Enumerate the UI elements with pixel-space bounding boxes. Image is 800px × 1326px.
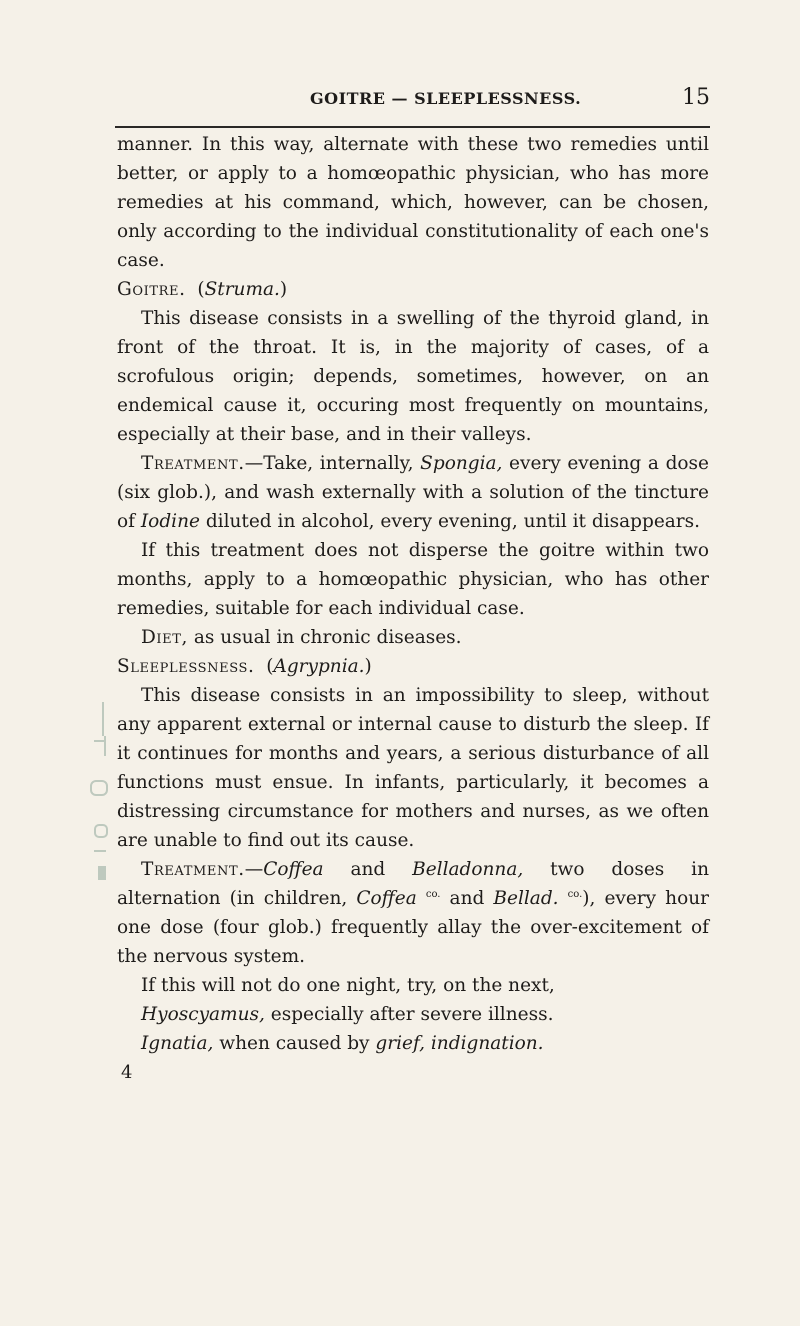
sleeplessness-description: This disease consists in an impossibility to sleep, without any apparent external or internal cause to disturb the sleep. If it continues for months and years, a serious disturbance of all functions must ensue. In infants, particularly, it becomes a distressing circumstance for mothers and nurses, as we often are unable to find out its cause. (117, 685, 709, 851)
sleeplessness-title: Sleeplessness. (117, 656, 255, 677)
page-header (115, 85, 710, 119)
page-number: 15 (682, 85, 710, 110)
sleeplessness-treatment (117, 855, 709, 971)
remedy-hyoscyamus: Hyoscyamus, (141, 1004, 265, 1025)
goitre-treatment-text-b: every evening a dose (six glob.), and wash externally with a solution of the tincture of (117, 453, 709, 532)
goitre-followup: If this treatment does not disperse the goitre within two months, apply to a homœopathic physician, who has other remedies, suitable for each individual case. (117, 540, 709, 619)
remedy-ignatia-line (117, 1029, 709, 1058)
remedy-ignatia: Ignatia, (141, 1033, 214, 1054)
signature-mark: 4 (121, 1062, 133, 1083)
running-head: GOITRE — SLEEPLESSNESS. (310, 89, 582, 108)
goitre-title: Goitre. (117, 279, 186, 300)
remedy-belladonna: Belladonna, (412, 859, 524, 880)
goitre-treatment-text-c: diluted in alcohol, every evening, until it disappears. (199, 511, 701, 532)
goitre-description: This disease consists in a swelling of the thyroid gland, in front of the throat. It is, in the majority of cases, of a scrofulous origin; depends, sometimes, however, on an endemical cause it, occuring most frequently on mountains, especially at their base, and in their valleys. (117, 308, 709, 445)
goitre-treatment (117, 449, 709, 536)
remedy-coffea-co: Coffea (356, 888, 417, 909)
goitre-treatment-label: Treatment. (141, 453, 245, 474)
ignatia-cause: grief, indignation. (375, 1033, 544, 1054)
treatment-text-2: ), every hour one dose (four glob.) frequently allay the over-excitement of the nervous system. (117, 888, 709, 967)
remedy-bellad-co: Bellad. (493, 888, 559, 909)
header-rule (115, 126, 710, 128)
remedy-iodine: Iodine (140, 511, 200, 532)
goitre-diet-label: Diet, (141, 627, 189, 648)
sup-co-2: co. (567, 888, 583, 900)
remedy-coffea: Coffea (263, 859, 324, 880)
sleeplessness-latin: Agrypnia. (273, 656, 365, 677)
goitre-heading: Goitre. (Struma.) (117, 279, 288, 300)
remedy-hyoscyamus-line (117, 1000, 709, 1029)
goitre-diet (117, 623, 709, 652)
treatment-dash: — (244, 859, 264, 880)
goitre-latin: Struma. (204, 279, 280, 300)
and-word-2: and (440, 888, 494, 909)
intro-paragraph: manner. In this way, alternate with these two remedies until better, or apply to a homœopathic physician, who has more remedies at his command, which, however, can be chosen, only according to the individual constitutionality of each one's case. (117, 134, 709, 271)
and-word: and (323, 859, 413, 880)
remedy-spongia: Spongia, (420, 453, 503, 474)
treatment-text: two doses in alternation (in children, (117, 859, 709, 909)
sleeplessness-treatment-label: Treatment. (141, 859, 245, 880)
sup-co-1: co. (425, 888, 441, 900)
binding-marks (80, 700, 116, 900)
goitre-treatment-text-a: —Take, internally, (244, 453, 421, 474)
sleeplessness-heading: Sleeplessness. (Agrypnia.) (117, 656, 372, 677)
body-text (117, 130, 709, 1087)
ignatia-text: when caused by (213, 1033, 376, 1054)
hyoscyamus-text: especially after severe illness. (264, 1004, 554, 1025)
sleeplessness-followup: If this will not do one night, try, on the next, (141, 975, 555, 996)
goitre-diet-text: as usual in chronic diseases. (188, 627, 462, 648)
